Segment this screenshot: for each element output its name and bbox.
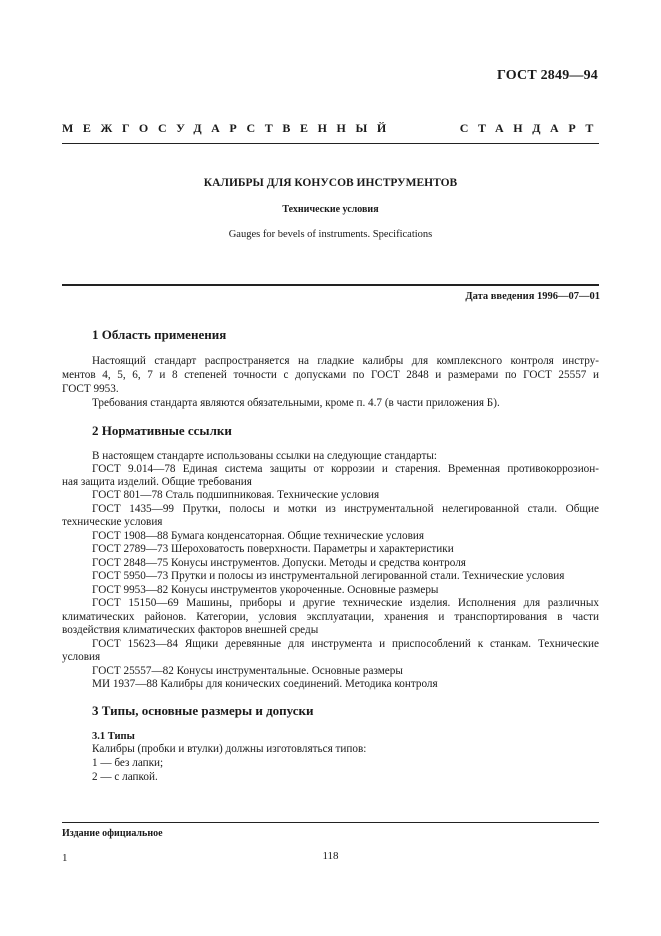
reference-line: ГОСТ 9.014—78 Единая система защиты от коррозии и старения. Временная противокоррозион- (92, 463, 599, 475)
document-title-english: Gauges for bevels of instruments. Specifications (228, 229, 433, 240)
section-1-line: ментов 4, 5, 6, 7 и 8 степеней точности с допусками по ГОСТ 2848 и размерами по ГОСТ 25557 и (62, 369, 599, 381)
header-rule (62, 143, 599, 144)
title-rule (62, 284, 599, 286)
section-2-line: В настоящем стандарте использованы ссылки на следующие стандарты: (92, 450, 437, 462)
reference-line: ГОСТ 2789—73 Шероховатость поверхности. Параметры и характеристики (92, 543, 454, 555)
reference-line: ГОСТ 2848—75 Конусы инструментов. Допуски. Методы и средства контроля (92, 557, 466, 569)
section-1-line: Требования стандарта являются обязательными, кроме п. 4.7 (в части приложения Б). (92, 397, 500, 409)
document-subtitle: Технические условия (282, 204, 379, 215)
reference-line: технические условия (62, 516, 163, 528)
footer-rule (62, 822, 599, 823)
reference-line: ГОСТ 15150—69 Машины, приборы и другие технические изделия. Исполнения для различных (92, 597, 599, 609)
reference-line: ная защита изделий. Общие требования (62, 476, 252, 488)
type-list-item: 1 — без лапки; (92, 757, 164, 769)
section-1-line: ГОСТ 9953. (62, 383, 119, 395)
section-2-heading: 2 Нормативные ссылки (92, 423, 232, 438)
reference-line: воздействия климатических факторов внешней среды (62, 624, 319, 636)
reference-line: ГОСТ 1908—88 Бумага конденсаторная. Общие технические условия (92, 530, 425, 542)
reference-line: ГОСТ 801—78 Сталь подшипниковая. Технические условия (92, 489, 380, 501)
reference-line: ГОСТ 5950—73 Прутки и полосы из инструментальной легированной стали. Технические условия (92, 570, 565, 582)
standard-type-left: МЕЖГОСУДАРСТВЕННЫЙ (62, 121, 396, 135)
official-edition-label: Издание официальное (62, 828, 163, 839)
page-number: 118 (322, 850, 339, 862)
document-title: КАЛИБРЫ ДЛЯ КОНУСОВ ИНСТРУМЕНТОВ (203, 177, 458, 189)
section-3-line: Калибры (пробки и втулки) должны изготовляться типов: (92, 743, 367, 755)
reference-line: климатических районов. Категории, условия эксплуатации, хранения и транспортирования в части (62, 611, 599, 623)
reference-line: ГОСТ 1435—99 Прутки, полосы и мотки из инструментальной нелегированной стали. Общие (92, 503, 599, 515)
page-marker: 1 (62, 852, 68, 864)
standard-type-right: СТАНДАРТ (459, 121, 603, 135)
reference-line: МИ 1937—88 Калибры для конических соединений. Методика контроля (92, 678, 438, 690)
reference-line: ГОСТ 25557—82 Конусы инструментальные. Основные размеры (92, 665, 403, 677)
type-list-item: 2 — с лапкой. (92, 771, 158, 783)
reference-line: условия (62, 651, 101, 663)
section-1-heading: 1 Область применения (92, 327, 227, 342)
reference-line: ГОСТ 15623—84 Ящики деревянные для инструмента и приспособлений к станкам. Технические (92, 638, 599, 650)
section-1-line: Настоящий стандарт распространяется на гладкие калибры для комплексного контроля инстру- (92, 355, 599, 367)
section-3-heading: 3 Типы, основные размеры и допуски (92, 703, 314, 718)
reference-line: ГОСТ 9953—82 Конусы инструментов укороченные. Основные размеры (92, 584, 439, 596)
subsection-3-1-heading: 3.1 Типы (92, 731, 135, 742)
gost-code: ГОСТ 2849—94 (497, 68, 598, 83)
introduction-date: Дата введения 1996—07—01 (465, 291, 600, 302)
